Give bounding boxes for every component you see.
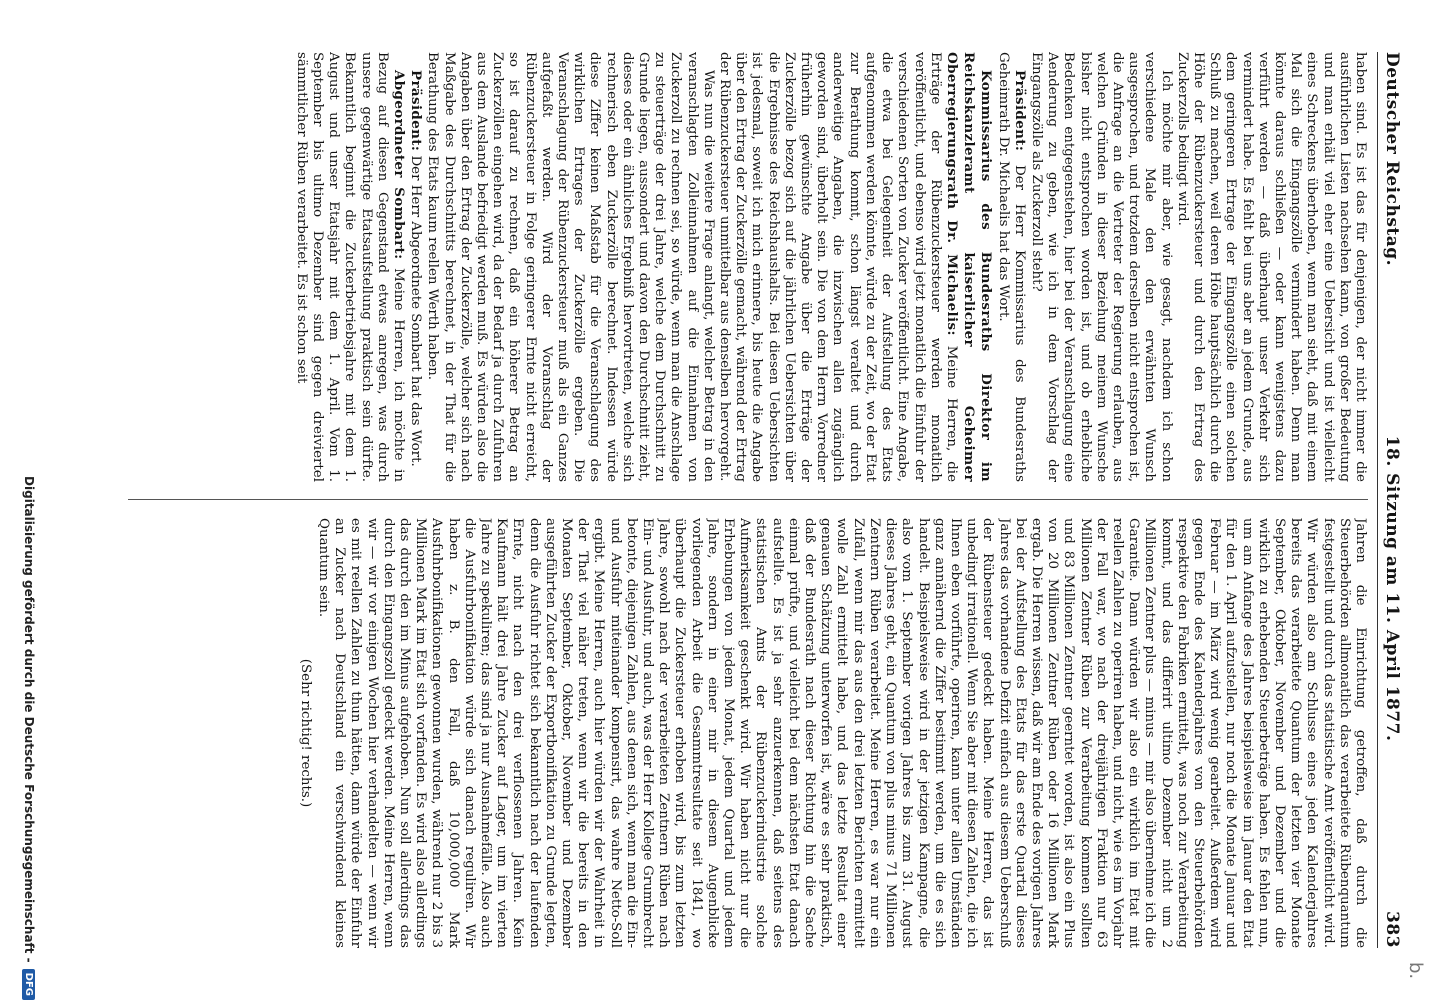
speaker-name: Abgeordneter Sombart: bbox=[391, 70, 408, 260]
paragraph-text: Der Herr Abgeordnete Sombart hat das Wort. bbox=[408, 151, 424, 467]
paragraph bbox=[297, 518, 313, 948]
column-divider bbox=[128, 499, 1368, 500]
paragraph-text: Meine Herren, ich möchte in Bezug auf diesen Gegenstand etwas anregen, was durch unsere gegenwärtige Etatsaufstellung praktisch sein dürfte. Bekanntlich beginnt die Zuckerbetriebsjahre mit dem 1. August und unser Etatsjahr mit dem 1. April. Vom 1. September bis ultimo Dezember sind gegen dreiviertel sämmtlicher Rüben verarbeitet. Es ist schon seit bbox=[293, 52, 407, 482]
digitization-credit bbox=[14, 120, 44, 1000]
paragraph-text: Meine Herren, die Erträge der Rübenzuckersteuer werden monatlich veröffentlicht, und ebenso wird jetzt monatlich die Einfuhr der verschiedenen Sorten von Zucker veröffentlicht. Eine Angabe, die etwa bei Gelegenheit der Aufstellung des Etats aufgenommen werden könnte, würde zu der Zeit, wo der Etat zur Berathung kommt, schon längst veraltet und durch anderweitige Angaben, die inzwischen allen zugänglich geworden sind, überholt sein. Die von dem Herrn Vorredner früherhin gewünschte Angabe über die Erträge der Zuckerzölle bezog sich auf die jährlichen Uebersichten über die Ergebnisse des Reichshaushalts. Bei diesen Uebersichten ist jedesmal, soweit ich mich erinnere, bis heute die Angabe über den Ertrag der Zuckerzölle gemacht, während der Ertrag der Rübenzuckersteuer unmittelbar aus denselben hervorgeht. bbox=[717, 52, 959, 482]
header-page-number: 383 bbox=[1382, 910, 1402, 948]
stray-pen-mark: b. bbox=[1405, 962, 1426, 980]
paragraph-text: Ich möchte mir aber, wie gesagt, nachdem ich schon verschiedene Male den den erwähnten Wunsch ausgesprochen, und trotzdem derselben nicht entsprochen ist, die Anfrage an die Vertreter der Regierung erlauben, aus welchen Gründen in dieser Beziehung meinem Wunsche bisher nicht entsprochen worden ist, und ob erhebliche Bedenken entgegenstehen, hier bei der Veranschlagung eine Aenderung zu geben, wie ich in dem Vorschlag der Eingangszölle als Zuckerzoll steht? bbox=[1028, 52, 1174, 482]
paragraph-text: Der Herr Kommissarius des Bundesraths Geheimrath Dr. Michaelis hat das Wort. bbox=[995, 52, 1027, 482]
page-header bbox=[1377, 52, 1406, 948]
header-publication-title: Deutscher Reichstag. bbox=[1382, 52, 1402, 267]
digitization-credit-text: Digitalisierung gefördert durch die Deutsche Forschungsgemeinschaft - bbox=[22, 476, 36, 963]
paragraph bbox=[716, 52, 994, 482]
speaker-name: Präsident: bbox=[408, 70, 425, 152]
header-session-date: 18. Sitzung am 11. April 1877. bbox=[1382, 435, 1402, 742]
paragraph bbox=[407, 52, 424, 482]
paragraph bbox=[1174, 52, 1368, 482]
paragraph-text: haben sind. Es ist das für denjenigen, der nicht immer die ausführlichen Listen nachsehen kann, von großer Bedeutung und man erhält viel eher eine Uebersicht und ist vielleicht eines Schreckens überhoben, wenn man sieht, daß mit einem Mal sich die Eingangszölle vermindert haben. Denn man könnte daraus schließen — oder kann wenigstens dazu verführt werden — daß überhaupt unser Verkehr sich vermindert habe. Es fehlt bei uns aber an jedem Grunde, aus dem geringeren Ertrage der Eingangszölle einen solchen Schluß zu machen, weil deren Höhe hauptsächlich durch die Höhe der Rübenzuckersteuer und durch den Ertrag des Zuckerzolls bedingt wird. bbox=[1174, 52, 1368, 482]
paragraph bbox=[994, 52, 1027, 482]
text-column-left bbox=[58, 52, 1368, 482]
paragraph bbox=[424, 52, 716, 482]
paragraph-text: Was nun die weitere Frage anlangt, welcher Betrag in den veranschlagten Zolleinnahmen auf die Einnahmen von Zuckerzoll zu rechnen sei, so würde, wenn man die Anschlage zu steuerträge der drei Jahre, welche dem Durchschnitt zu Grunde liegen, aussondert und davon den Durchschnitt zieht, dieses oder ein ähnliches Ergebniß hervortreten, welche sich rechnerisch eben Zuckerzölle berechnet. Indessen würde diese Ziffer keinen Maßstab für die Veranschlagung des wirklichen Ertrages der Zuckerzölle ergeben. Die Veranschlagung der Rübenzuckersteuer muß als ein Ganzes aufgefaßt werden. Wird der Voranschlag der Rübenzuckersteuer in Folge geringerer Ernte nicht erreicht, so ist darauf zu rechnen, daß ein höherer Betrag an Zuckerzöllen eingehen wird, da der Bedarf ja durch Zufuhren aus dem Auslande befriedigt werden muß. Es würden also die Angaben über den Ertrag der Zuckerzölle, welcher sich nach Maßgabe des Durchschnitts berechnet, in der That für die Berathung des Etats kaum reellen Werth haben. bbox=[425, 52, 716, 482]
dfg-logo: DFG bbox=[23, 969, 36, 1000]
paragraph-text: (Sehr richtig! rechts.) bbox=[297, 658, 313, 808]
paragraph bbox=[315, 518, 1368, 948]
paragraph bbox=[1028, 52, 1174, 482]
paragraph bbox=[293, 52, 407, 482]
paragraph-text: Jahren die Einrichtung getroffen, daß durch die Steuerbehörden allmonatlich das verarbeitete Rübenquantum festgestellt und durch das statistische Amt veröffentlicht wird. Wir würden also am Schlusse eines jeden Kalenderjahres bereits das verarbeitete Quantum der letzten vier Monate September, Oktober, November und Dezember und die wirklich zu erhebenden Steuerbeträge haben. Es fehlen nun, um am Anfange des Jahres beispielsweise im Januar den Etat für den 1. April aufzustellen, nur noch die Monate Januar und Februar — im März wird wenig gearbeitet. Außerdem wird gegen Ende des Kalenderjahres von den Steuerbehörden respektive den Fabriken ermittelt, was noch zur Verarbeitung kommt, und das differirt ultimo Dezember nicht um 2 Millionen Zentner plus — minus — mir also übernehme ich die Garantie. Dann würden wir also ein wirklich im Etat mit reellen Zahlen zu operiren haben, und nicht, wie es im Vorjahr der Fall war, wo nach der dreijährigen Fraktion nur 63 Millionen Zentner Rüben zur Verarbeitung kommen sollten und 83 Millionen Zentner geerntet worden, ist also ein Plus von 20 Millionen Zentner Rüben oder 16 Millionen Mark ergab. Die Herren wissen, daß wir am Ende des vorigen Jahres bei der Aufstellung des Etats für das erste Quartal dieses Jahres das vorhandene Defizit einfach aus diesem Ueberschuß der Rübensteuer gedeckt haben. Meine Herren, das ist unbedingt irrationell. Wenn Sie aber mit diesen Zahlen, die ich Ihnen eben vorführte, operiren, kann unter allen Umständen ganz annähernd die Ziffer bestimmt werden, um die es sich handelt. Beispielsweise wird in der jetzigen Kampagne, die also vom 1. September vorigen Jahres bis zum 31. August dieses Jahres geht, ein Quantum von plus minus 71 Millionen Zentnern Rüben verarbeitet. Meine Herren, es war nur ein Zufall, wenn mir das aus den drei letzten Berichten ermittelt wolle Zahl ermittelt habe, und das letzte Resultat einer genauen Schätzung unterworfen ist, wäre es sehr praktisch, daß der Bundesrath nach dieser Richtung hin die Sache einmal prüfte, und vielleicht bei dem nächsten Etat danach aufstellte. Es ist ja sehr anzuerkennen, daß seitens des statistischen Amts der Rübenzuckerindustrie solche Aufmerksamkeit geschenkt wird. Wir haben nicht nur die Erhebungen von jedem Monat, jedem Quartal und jedem Jahre, sondern in einer mir in diesem Augenblicke vorliegenden Arbeit die Gesammtresultate seit 1841, wo überhaupt die Zuckersteuer erhoben wird, bis zum letzten Jahre, sowohl nach der verarbeiteten Zentnern Rüben nach Ein- und Ausfuhr, und auch, was der Herr Kollege Grumbrecht betonte, diejenigen Zahlen, aus denen sich, wenn man die Ein- und Ausfuhr miteinander kompensirt, das wahre Netto-Soll ergibt. Meine Herren, auch hier würden wir der Wahrheit in der That viel näher treten, wenn wir die bereits in den Monaten September, Oktober, November und Dezember ausgeführten Zucker der Exportbonifikation zu Grunde legten, denn die Ausfuhr richtet sich bekanntlich nach der laufenden Ernte, nicht nach den drei verflossenen Jahren. Kein Kaufmann hält drei Jahre Zucker auf Lager, um im vierten Jahre zu spekuliren; das sind ja nur Ausnahmefälle. Also auch die Ausfuhrbonifikation würde sich danach reguliren. Wir haben z. B. den Fall, daß 10,000,000 Mark Ausfuhrbonifikationen gewonnen wurden, während nur 2 bis 3 Millionen Mark im Etat sich vorfanden. Es wird also allerdings das durch den im Minus aufgehoben. Nun soll allerdings das durch den Eingangszoll gedeckt werden. Meine Herren, wenn wir — wir vor einigen Wochen hier verhandelten — wenn wir es mit reellen Zahlen zu thun hätten, dann würde der Einfuhr an Zucker nach Deutschland ein verschwindend kleines Quantum sein. bbox=[316, 518, 1368, 948]
text-column-right bbox=[58, 518, 1368, 948]
speaker-name: Präsident: bbox=[1011, 70, 1028, 152]
speaker-name: Kommissarius des Bundesraths Direktor im Reichskanzleramt kaiserlicher Geheimer Oberregierungsrath Dr. Michaelis: bbox=[943, 52, 995, 482]
